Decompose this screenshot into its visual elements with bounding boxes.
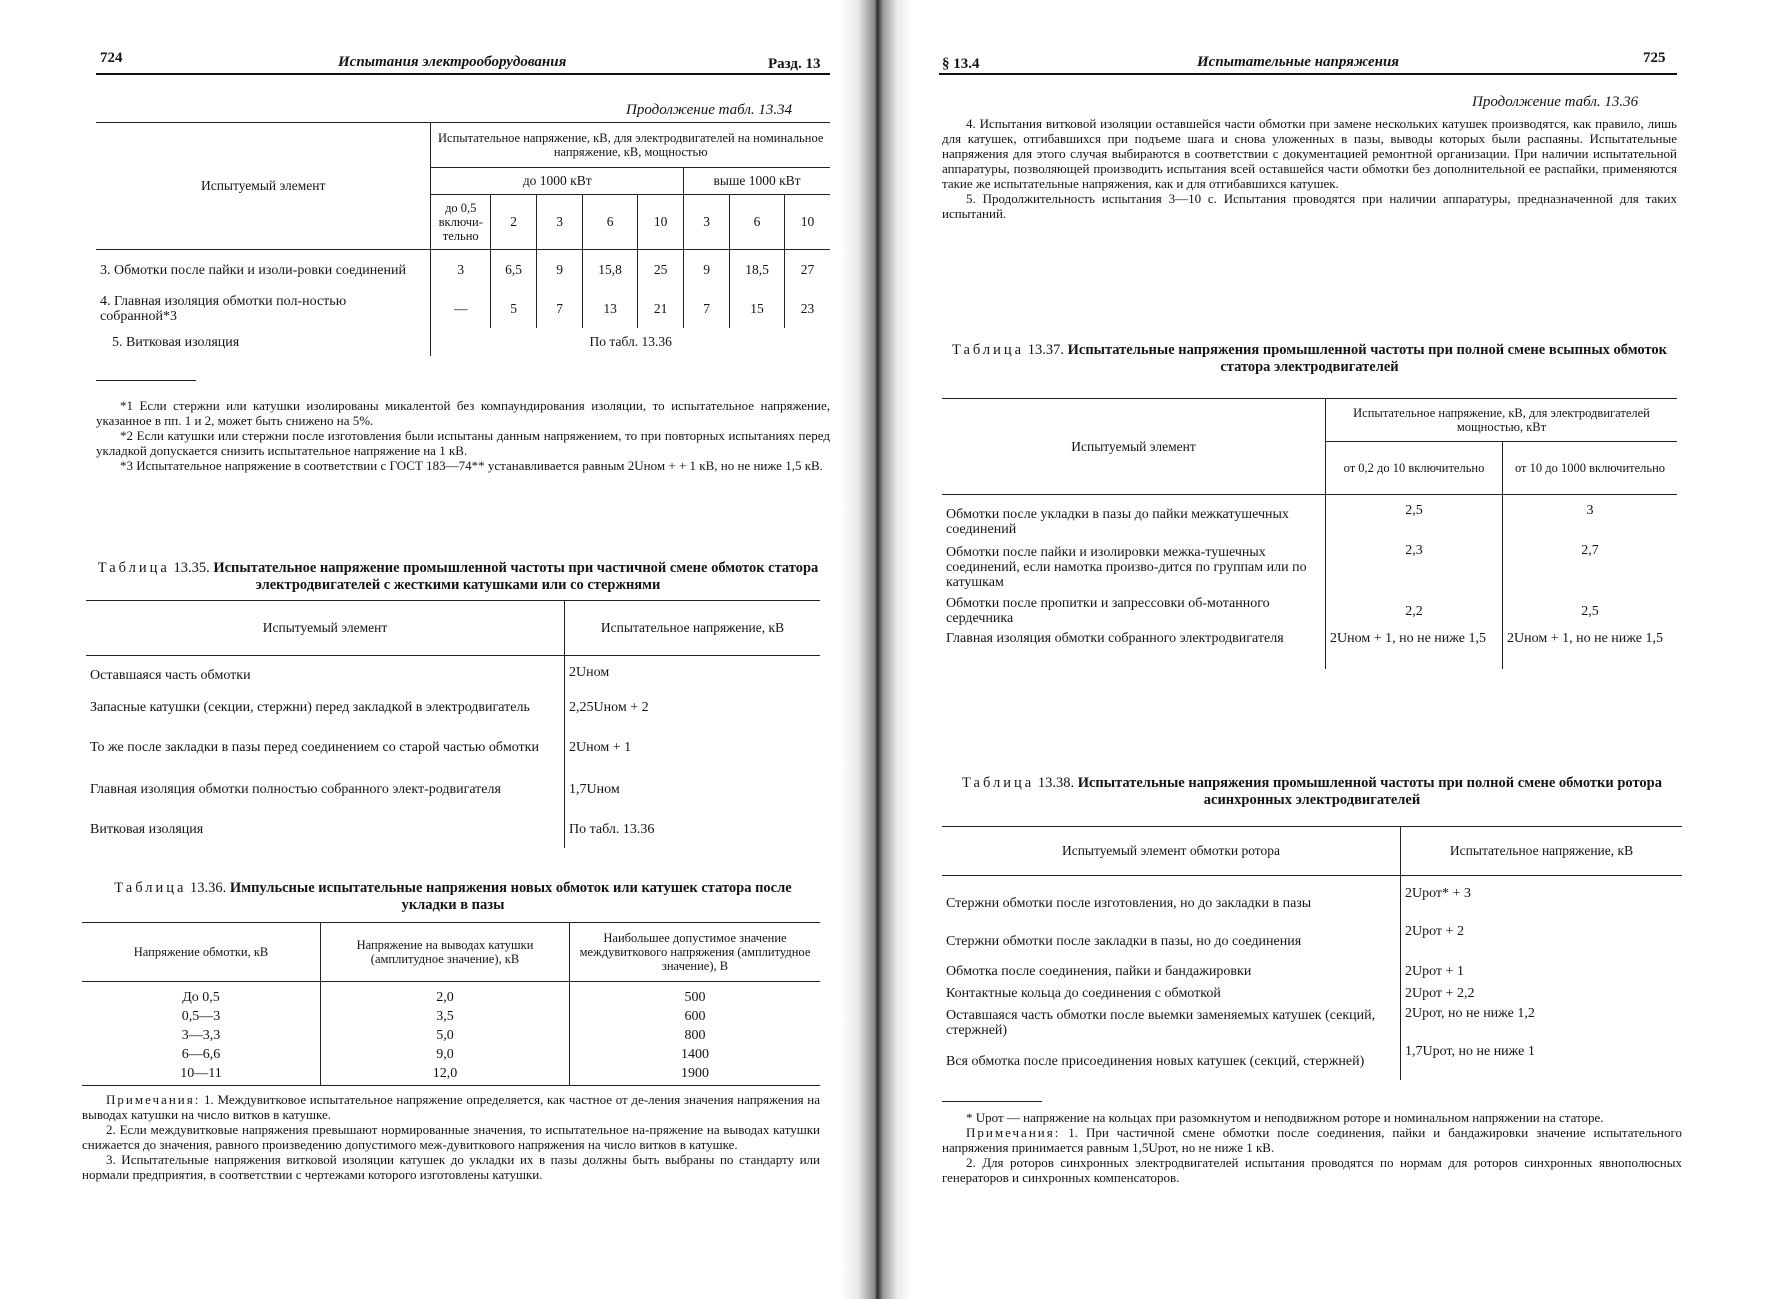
table-row (942, 960, 1682, 982)
table-number: 13.36. (190, 880, 227, 896)
col-voltage-header: Испытательное напряжение, кВ, для электродвигателей мощностью, кВт (1326, 399, 1678, 442)
cell: 600 (570, 1007, 821, 1026)
footnote-separator (942, 1101, 1042, 1102)
table-title: Испытательные напряжения промышленной частоты при полной смене обмотки ротора асинхронных электродвигателей (1077, 775, 1662, 808)
table-row (86, 688, 820, 726)
cell: 9 (684, 250, 730, 291)
cell: 2,5 (1503, 593, 1678, 629)
row-name: 5. Витковая изоляция (112, 334, 240, 350)
sub-header: 3 (684, 195, 730, 250)
row-value: 2Uрот, но не ниже 1,2 (1401, 1004, 1683, 1042)
cell: 0,5—3 (181, 1009, 221, 1024)
cell: 21 (638, 290, 684, 328)
table-continuation-label: Продолжение табл. 13.36 (1472, 94, 1639, 110)
row-value: 2,25Uном + 2 (565, 688, 821, 726)
table-row (82, 1007, 820, 1026)
left-page (0, 0, 880, 1299)
col1-header: Напряжение обмотки, кВ (133, 945, 269, 959)
sub-header: 10 (785, 195, 830, 250)
section-label: § 13.4 (942, 56, 980, 72)
group-high-header: выше 1000 кВт (684, 168, 830, 195)
table-row (942, 876, 1682, 923)
row-value: 2Uном (565, 656, 821, 689)
row-name: Стержни обмотки после закладки в пазы, но до соединения (946, 933, 1302, 949)
table-13-34 (96, 122, 830, 356)
cell: 10—11 (180, 1066, 222, 1081)
row-name: Стержни обмотки после изготовления, но до закладки в пазы (946, 895, 1312, 911)
sub-header: 2 (491, 195, 537, 250)
table-number: 13.35. (173, 560, 210, 576)
sub-header: 6 (583, 195, 638, 250)
row-name: Вся обмотка после присоединения новых катушек (секций, стержней) (946, 1053, 1365, 1069)
sub-header: 3 (537, 195, 583, 250)
row-name: Обмотки после пропитки и запрессовки об-мотанного сердечника (946, 596, 1270, 626)
table-row (82, 1026, 820, 1045)
row-name: 4. Главная изоляция обмотки пол-ностью собранной*3 (100, 294, 347, 324)
sub-header: до 0,5 включи-тельно (431, 195, 491, 250)
row-name: 3. Обмотки после пайки и изоли-ровки соединений (100, 262, 406, 278)
table-row (942, 593, 1677, 629)
table-13-37 (942, 398, 1677, 669)
page-number: 724 (100, 50, 123, 66)
col-voltage-header: Испытательное напряжение, кВ (1401, 827, 1683, 876)
cell: 7 (537, 290, 583, 328)
row-value: 2Uном + 1 (565, 726, 821, 768)
span-cell: По табл. 13.36 (431, 328, 830, 356)
cell: 2Uном + 1, но не ниже 1,5 (1326, 629, 1503, 669)
col-element-header: Испытуемый элемент (942, 399, 1326, 495)
row-name: Оставшаяся часть обмотки (90, 667, 251, 683)
cell: — (431, 290, 491, 328)
footnote: * Uрот — напряжение на кольцах при разомкнутом и неподвижном роторе и номинальном напряжении на статоре. (966, 1110, 1604, 1125)
cell: 3 (431, 250, 491, 291)
table-title: Испытательные напряжения промышленной частоты при полной смене всыпных обмоток статора электродвигателей (1067, 342, 1668, 375)
row-name: Главная изоляция обмотки полностью собранного элект-родвигателя (90, 781, 501, 797)
col-element-header: Испытуемый элемент (262, 620, 388, 635)
table-number: 13.37. (1027, 342, 1064, 358)
cell: До 0,5 (182, 990, 220, 1005)
table-row (86, 768, 820, 810)
cell: 6—6,6 (181, 1047, 221, 1062)
header-rule (939, 73, 1677, 75)
group-low-header: до 1000 кВт (431, 168, 684, 195)
cell: 500 (570, 982, 821, 1008)
cell: 800 (570, 1026, 821, 1045)
sub-header: 6 (730, 195, 785, 250)
row-value: 2Uрот* + 3 (1401, 876, 1683, 923)
sub-header: от 10 до 1000 включительно (1503, 442, 1678, 495)
paragraph: 5. Продолжительность испытания 3—10 с. Испытания проводятся при наличии аппаратуры, предназначенной для таких испытаний. (942, 191, 1677, 221)
running-header-title: Испытания электрооборудования (338, 54, 567, 70)
row-name: Витковая изоляция (90, 821, 204, 837)
row-name: Контактные кольца до соединения с обмоткой (946, 985, 1221, 1001)
cell: 1900 (570, 1064, 821, 1086)
table-label: Таблица (114, 880, 187, 896)
cell: 27 (785, 250, 830, 291)
footnote-separator (96, 380, 196, 381)
cell: 3 (1503, 495, 1678, 542)
table-row (96, 250, 830, 291)
row-value: 2Uрот + 2 (1401, 922, 1683, 960)
table-13-37-title (942, 342, 1677, 376)
table-13-38 (942, 826, 1682, 1080)
table-13-38-notes (942, 1110, 1682, 1185)
cell: 2,0 (321, 982, 570, 1008)
col3-header: Наибольшее допустимое значение междувиткового напряжения (амплитудное значение), В (570, 923, 821, 982)
note: 2. Если междувитковые напряжения превышают нормированные значения, то испытательное на-пряжение на выводах катушки снижается до значения, равного произведению допустимого меж-дувиткового напряжения на число витков в катушке. (82, 1122, 820, 1152)
cell: 3,5 (321, 1007, 570, 1026)
table-13-35-title (86, 560, 830, 594)
cell: 15 (730, 290, 785, 328)
col-voltage-header: Испытательное напряжение, кВ (565, 601, 821, 656)
header-rule (96, 73, 830, 75)
cell: 23 (785, 290, 830, 328)
paragraph: 4. Испытания витковой изоляции оставшейся части обмотки при замене нескольких катушек производятся, как правило, лишь для катушек, отгибавшихся при подъеме шага и снова уложенных в пазы, выводы которых были распаяны. Испытательные напряжения для этого случая выбираются в соответствии с документацией ремонтной организации. При наличии испытательной аппаратуры, позволяющей производить испытания всей оставшейся части обмотки без дополнительной ее распайки, применяются такие же испытательные напряжения, как и для отгибавшихся катушек. (942, 116, 1677, 191)
footnote: *1 Если стержни или катушки изолированы микалентой без компаундирования изоляции, то испытательное напряжение, указанное в пп. 1 и 2, может быть снижено на 5%. (96, 398, 830, 428)
cell: 15,8 (583, 250, 638, 291)
table-row (942, 495, 1677, 542)
row-value: 1,7Uном (565, 768, 821, 810)
table-title: Испытательное напряжение промышленной частоты при частичной смене обмоток статора электродвигателей с жесткими катушками или со стержнями (213, 560, 819, 593)
table-13-35 (86, 600, 820, 848)
col-element-header: Испытуемый элемент (96, 123, 431, 250)
cell: 6,5 (491, 250, 537, 291)
table-label: Таблица (951, 342, 1025, 358)
row-name: Оставшаяся часть обмотки после выемки заменяемых катушек (секций, стержней) (946, 1008, 1376, 1038)
continuation-paragraphs (942, 116, 1677, 221)
cell: 2,3 (1326, 541, 1503, 593)
row-value: 2Uрот + 1 (1401, 960, 1683, 982)
table-13-38-title (942, 775, 1682, 809)
note: 2. Для роторов синхронных электродвигателей испытания проводятся по нормам для роторов синхронных явнополюсных генераторов и синхронных компенсаторов. (942, 1155, 1682, 1185)
cell: 9 (537, 250, 583, 291)
table-continuation-label: Продолжение табл. 13.34 (626, 102, 793, 118)
row-name: Главная изоляция обмотки собранного электродвигателя (946, 631, 1284, 646)
table-row (86, 656, 820, 689)
row-value: 1,7Uрот, но не ниже 1 (1401, 1042, 1683, 1080)
table-row (86, 810, 820, 848)
notes-label: Примечания: (106, 1092, 201, 1107)
col-voltage-header: Испытательное напряжение, кВ, для электродвигателей на номинальное напряжение, кВ, мощностью (431, 123, 830, 168)
note: 1. При частичной смене обмотки после соединения, пайки и бандажировки значение испытательного напряжения принимается равным 1,5Uрот, но не ниже 1 кВ. (942, 1125, 1683, 1155)
table-row (96, 328, 830, 356)
table-row (942, 541, 1677, 593)
table-row (82, 1045, 820, 1064)
right-page (897, 0, 1777, 1299)
row-value: 2Uрот + 2,2 (1401, 982, 1683, 1004)
row-name: Обмотка после соединения, пайки и бандажировки (946, 963, 1252, 979)
cell: 2Uном + 1, но не ниже 1,5 (1503, 629, 1678, 669)
table-label: Таблица (97, 560, 170, 576)
col2-header: Напряжение на выводах катушки (амплитудное значение), кВ (321, 923, 570, 982)
note: 1. Междувитковое испытательное напряжение определяется, как частное от де-ления значения напряжения на выводах катушки на число витков в катушке. (82, 1092, 820, 1122)
row-name: Обмотки после пайки и изолировки межка-тушечных соединений, если намотка произво-дится по группам или по катушкам (946, 544, 1307, 590)
footnote: *3 Испытательное напряжение в соответствии с ГОСТ 183—74** устанавливается равным 2Uном + + 1 кВ, но не ниже 1,5 кВ. (120, 458, 823, 473)
cell: 2,5 (1326, 495, 1503, 542)
cell: 9,0 (321, 1045, 570, 1064)
cell: 3—3,3 (181, 1028, 221, 1043)
running-header-title: Испытательные напряжения (1197, 54, 1400, 70)
table-row (942, 1004, 1682, 1042)
table-row (942, 982, 1682, 1004)
footnote: *2 Если катушки или стержни после изготовления были испытаны данным напряжением, то при повторных испытаниях перед укладкой допускается снизить испытательное напряжение на 1 кВ. (96, 428, 830, 458)
table-13-36-notes (82, 1092, 820, 1182)
section-label: Разд. 13 (768, 56, 821, 72)
cell: 7 (684, 290, 730, 328)
table-row (82, 982, 820, 1008)
table-title: Импульсные испытательные напряжения новых обмоток или катушек статора после укладки в пазы (229, 880, 792, 913)
col-element-header: Испытуемый элемент обмотки ротора (1061, 843, 1281, 858)
row-value: По табл. 13.36 (565, 810, 821, 848)
table-number: 13.38. (1037, 775, 1075, 791)
row-name: Обмотки после укладки в пазы до пайки межкатушечных соединений (946, 507, 1289, 537)
cell: 13 (583, 290, 638, 328)
page-number: 725 (1643, 50, 1666, 66)
cell: 2,7 (1503, 541, 1678, 593)
table-label: Таблица (962, 775, 1035, 791)
cell: 2,2 (1326, 593, 1503, 629)
table-row (96, 290, 830, 328)
sub-header: 10 (638, 195, 684, 250)
table-row (942, 922, 1682, 960)
cell: 5 (491, 290, 537, 328)
table-row (942, 1042, 1682, 1080)
sub-header: от 0,2 до 10 включительно (1326, 442, 1503, 495)
cell: 1400 (570, 1045, 821, 1064)
row-name: То же после закладки в пазы перед соединением со старой частью обмотки (90, 739, 539, 755)
cell: 25 (638, 250, 684, 291)
table-13-36 (82, 922, 820, 1086)
cell: 12,0 (321, 1064, 570, 1086)
cell: 5,0 (321, 1026, 570, 1045)
table-row (82, 1064, 820, 1086)
footnotes (96, 398, 830, 473)
table-row (942, 629, 1677, 669)
table-13-36-title (86, 880, 820, 914)
note: 3. Испытательные напряжения витковой изоляции катушек до укладки их в пазы должны быть выбраны по стандарту или нормали предприятия, в соответствии с чертежами которого изготовлены катушки. (82, 1152, 820, 1182)
notes-label: Примечания: (966, 1125, 1061, 1140)
row-name: Запасные катушки (секции, стержни) перед закладкой в электродвигатель (90, 699, 530, 715)
table-row (86, 726, 820, 768)
cell: 18,5 (730, 250, 785, 291)
